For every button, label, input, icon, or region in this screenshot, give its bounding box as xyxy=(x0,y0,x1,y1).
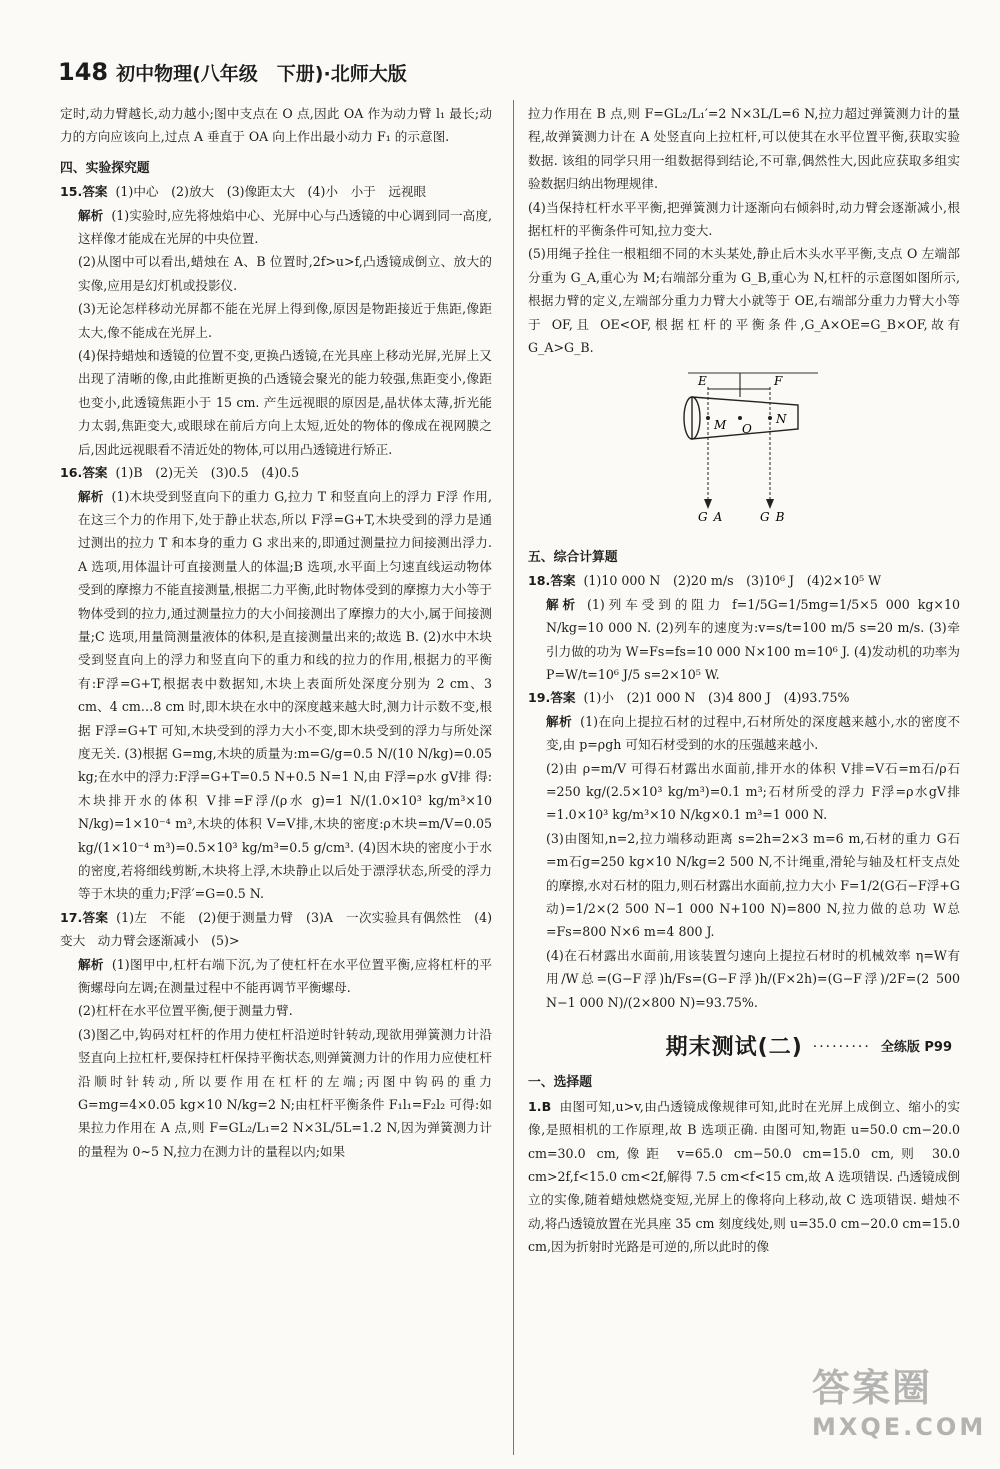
section-heading: 五、综合计算题 xyxy=(528,549,618,565)
column-divider xyxy=(513,100,514,1455)
paragraph: (2)由 ρ=m/V 可得石材露出水面前,排开水的体积 V排=V石=m石/ρ石=250 kg/(2.5×10³ kg/m³)=0.1 m³;石材所受的浮力 F浮=ρ水gV排=1.0×10³ kg/m³×10 N/kg×0.1 m³=1 000 N. xyxy=(546,760,960,823)
question-18-analysis xyxy=(528,593,960,687)
analysis-tag: 解析 xyxy=(78,488,104,504)
answer-text: (1)中心 (2)放大 (3)像距太大 (4)小 小于 远视眼 xyxy=(115,184,427,200)
question-1 xyxy=(528,1095,960,1259)
exam-title-row xyxy=(528,1036,960,1059)
analysis-text: (1)木块受到竖直向下的重力 G,拉力 T 和竖直向上的浮力 F浮 作用,在这三个力的作用下,处于静止状态,所以 F浮=G+T,木块受到的浮力是通过测出的拉力 T 和本身的重力 G 求出来的,即通过测量拉力间接测出浮力. A 选项,用体温计可直接测量人的体温;B 选项,水平面上匀速直线运动物体受到的摩擦力不能直接测量,根据二力平衡,此时物体受到的摩擦力大小等于物体受到的拉力,通过测量拉力的大小间接测出了摩擦力的大小,属于间接测量;C 选项,用量筒测量液体的体积,是直接测量出来的;故选 B. (2)水中木块受到竖直向上的浮力和竖直向下的重力和线的拉力的作用,根据力的平衡有:F浮=G+T,根据表中数据知,木块上表面所处深度分别为 2 cm、3 cm、4 cm…8 cm 时,即木块在水中的深度越来越大时,测力计示数不变,根据 F浮=G+T 可知,木块受到的浮力大小不变,即木块受到的浮力与所处深度无关. (3)根据 G=mg,木块的质量为:m=G/g=0.5 N/(10 N/kg)=0.05 kg;在水中的浮力:F浮=G+T=0.5 N+0.5 N=1 N,由 F浮=ρ水 gV排 得:木块排开水的体积 V排=F浮/(ρ水 g)=1 N/(1.0×10³ kg/m³×10 N/kg)=1×10⁻⁴ m³,木块的体积 V=V排,木块的密度:ρ木块=m/V=0.05 kg/(1×10⁻⁴ m³)=0.5×10³ kg/m³=0.5 g/cm³. (4)因木块的密度小于水的密度,若将细线剪断,木块将上浮,木块静止以后处于漂浮状态,所受的浮力等于木块的重力;F浮′=G=0.5 N. xyxy=(78,488,492,902)
answer-tag: 答案 xyxy=(550,573,576,589)
watermark-bottom: MXQE.COM xyxy=(812,1413,987,1441)
page-number: 148 xyxy=(58,58,109,86)
paragraph: (4)在石材露出水面前,用该装置匀速向上提拉石材时的机械效率 η=W有用/W总=(G−F浮)h/Fs=(G−F浮)h/(F×2h)=(G−F浮)/2F=(2 500 N−1 000 N)/(2×800 N)=93.75%. xyxy=(546,947,960,1010)
analysis-tag: 解析 xyxy=(78,956,104,972)
question-15-analysis xyxy=(60,204,492,251)
label-n: N xyxy=(776,412,787,427)
label-e: E xyxy=(698,374,707,389)
analysis-tag: 解析 xyxy=(546,713,573,729)
paragraph: (3)由图知,n=2,拉力端移动距离 s=2h=2×3 m=6 m,石材的重力 G石=m石g=250 kg×10 N/kg=2 500 N,不计绳重,滑轮与轴及杠杆支点处的摩擦,水对石材的阻力,则石材露出水面前,拉力大小 F=1/2(G石−F浮+G动)=1/2×(2 500 N−1 000 N+100 N)=800 N,拉力做的总功 W总=Fs=800 N×6 m=4 800 J. xyxy=(546,830,960,940)
paragraph: (4)当保持杠杆水平平衡,把弹簧测力计逐渐向右倾斜时,动力臂会逐渐减小,根据杠杆的平衡条件可知,拉力变大. xyxy=(528,199,960,239)
analysis-tag: 解析 xyxy=(78,207,104,223)
answer-text: (1)B (2)无关 (3)0.5 (4)0.5 xyxy=(115,465,300,481)
question-17-answer xyxy=(60,906,492,953)
question-15-answer xyxy=(60,180,492,203)
point-o xyxy=(738,416,742,420)
analysis-text: (1)在向上提拉石材的过程中,石材所处的深度越来越小,水的密度不变,由 p=ρgh 可知石材受到的水的压强越来越小. xyxy=(546,713,960,753)
exam-dots: ········· xyxy=(812,1039,871,1055)
section-heading: 四、实验探究题 xyxy=(60,160,150,176)
book-title: 初中物理(八年级 下册)·北师大版 xyxy=(116,63,407,85)
question-16-answer xyxy=(60,461,492,484)
left-column xyxy=(60,102,492,1462)
analysis-tag: 解析 xyxy=(546,596,579,612)
exam-reference: 全练版 P99 xyxy=(880,1040,952,1055)
exam-title: 期末测试(二) xyxy=(665,1035,803,1060)
question-number: 19. xyxy=(528,690,551,706)
question-number: 18. xyxy=(528,573,551,589)
paragraph: (2)从图中可以看出,蜡烛在 A、B 位置时,2f>u>f,凸透镜成倒立、放大的实像,应用是幻灯机或投影仪. xyxy=(78,254,492,293)
question-number: 1. xyxy=(528,1098,542,1114)
question-number: 15. xyxy=(60,184,83,200)
paragraph: (3)图乙中,钩码对杠杆的作用力使杠杆沿逆时针转动,现欲用弹簧测力计沿竖直向上拉杠杆,要保持杠杆保持平衡状态,则弹簧测力计的作用力应使杠杆沿顺时针转动,所以要作用在杠杆的左端;丙图中钩码的重力 G=mg=4×0.05 kg×10 N/kg=2 N;由杠杆平衡条件 F₁l₁=F₂l₂ 可得:如果拉力作用在 A 点,则 F=GL₂/L₁=2 N×3L/5L=1.2 N,因为弹簧测力计的量程为 0~5 N,拉力在测力计的量程以内;如果 xyxy=(78,1026,492,1159)
paragraph: 拉力作用在 B 点,则 F=GL₂/L₁′=2 N×3L/L=6 N,拉力超过弹簧测力计的量程,故弹簧测力计在 A 处竖直向上拉杠杆,可以使其在水平位置平衡,获取实验数据. 该组的同学只用一组数据得到结论,不可靠,偶然性大,因此应获取多组实验数据归纳出物理规律. xyxy=(528,106,960,192)
answer-text: B xyxy=(541,1098,552,1114)
answer-text: (1)小 (2)1 000 N (3)4 800 J (4)93.75% xyxy=(583,690,850,706)
question-number: 16. xyxy=(60,465,83,481)
section-heading: 一、选择题 xyxy=(528,1075,592,1091)
paragraph: (5)用绳子拴住一根粗细不同的木头某处,静止后木头水平平衡,支点 O 左端部分重为 G_A,重心为 M;右端部分重为 G_B,重心为 N,杠杆的示意图如图所示,根据力臂的定义,左端部分重力力臂大小就等于 OE,右端部分重力力臂大小等于 OF,且 OE<OF,根据杠杆的平衡条件,G_A×OE=G_B×OF,故有 G_A>G_B. xyxy=(528,246,960,356)
arrow-gb xyxy=(766,499,774,509)
arrow-ga xyxy=(704,499,712,509)
answer-tag: 答案 xyxy=(82,909,109,925)
label-ga: G_A xyxy=(698,510,723,523)
analysis-text: (1)列车受到的阻力 f=1/5G=1/5mg=1/5×5 000 kg×10 N/kg=10 000 N. (2)列车的速度为:v=s/t=100 m/5 s=20 m/s. (3)牵引力做的功为 W=Fs=fs=10 000 N×100 m=10⁶ J. (4)发动机的功率为 P=W/t=10⁶ J/5 s=2×10⁵ W. xyxy=(546,596,960,682)
paragraph: (3)无论怎样移动光屏都不能在光屏上得到像,原因是物距接近于焦距,像距太大,像不能成在光屏上. xyxy=(78,301,492,340)
page-header xyxy=(58,58,407,88)
point-n xyxy=(768,416,772,420)
question-number: 17. xyxy=(60,909,83,925)
analysis-text: 由图可知,u>v,由凸透镜成像规律可知,此时在光屏上成倒立、缩小的实像,是照相机的工作原理,故 B 选项正确. 由图可知,物距 u=50.0 cm−20.0 cm=30.0 cm,像距 v=65.0 cm−50.0 cm=15.0 cm,则 30.0 cm>2f,f<15.0 cm<2f,解得 7.5 cm<f<15 cm,故 A 选项错误. 凸透镜成倒立的实像,随着蜡烛燃烧变短,光屏上的像将向上移动,故 C 选项错误. 蜡烛不动,将凸透镜放置在光具座 35 cm 刻度线处,则 u=35.0 cm−20.0 cm=15.0 cm,因为折射时光路是可逆的,所以此时的像 xyxy=(528,1098,960,1255)
answer-text: (1)左 不能 (2)便于测量力臂 (3)A 一次实验具有偶然性 (4)变大 动力臂会逐渐减小 (5)> xyxy=(60,909,492,949)
label-gb: G_B xyxy=(760,510,785,523)
paragraph: 定时,动力臂越长,动力越小;图中支点在 O 点,因此 OA 作为动力臂 l₁ 最长;动力的方向应该向上,过点 A 垂直于 OA 向上作出最小动力 F₁ 的示意图. xyxy=(60,106,492,145)
label-o: O xyxy=(742,422,752,437)
question-18-answer xyxy=(528,569,960,592)
label-f: F xyxy=(774,374,783,389)
paragraph: (2)杠杆在水平位置平衡,便于测量力臂. xyxy=(78,1003,293,1019)
analysis-text: (1)图甲中,杠杆右端下沉,为了使杠杆在水平位置平衡,应将杠杆的平衡螺母向左调;在测量过程中不能再调节平衡螺母. xyxy=(78,956,492,996)
right-column xyxy=(528,102,960,1462)
watermark-logo xyxy=(812,1364,987,1459)
answer-tag: 答案 xyxy=(550,690,576,706)
point-m xyxy=(706,416,710,420)
label-m: M xyxy=(714,418,727,433)
answer-tag: 答案 xyxy=(82,465,108,481)
answer-tag: 答案 xyxy=(82,184,108,200)
question-16-analysis xyxy=(60,485,492,906)
lever-log-diagram xyxy=(678,367,828,522)
watermark-top: 答案圈 xyxy=(812,1366,933,1410)
analysis-text: (1)实验时,应先将烛焰中心、光屏中心与凸透镜的中心调到同一高度,这样像才能成在光屏的中央位置. xyxy=(78,207,492,247)
question-19-analysis xyxy=(528,710,960,757)
question-17-analysis xyxy=(60,953,492,1000)
question-19-answer xyxy=(528,686,960,709)
answer-text: (1)10 000 N (2)20 m/s (3)10⁶ J (4)2×10⁵ W xyxy=(583,573,882,589)
paragraph: (4)保持蜡烛和透镜的位置不变,更换凸透镜,在光具座上移动光屏,光屏上又出现了清晰的像,由此推断更换的凸透镜会聚光的能力较强,焦距变小,像距也变小,此透镜焦距小于 15 cm. 产生远视眼的原因是,晶状体太薄,折光能力太弱,焦距变大,或眼球在前后方向上太短,近处的物体的像成在视网膜之后,因此远视眼看不清近处的物体,可以用凸透镜进行矫正. xyxy=(78,348,492,457)
